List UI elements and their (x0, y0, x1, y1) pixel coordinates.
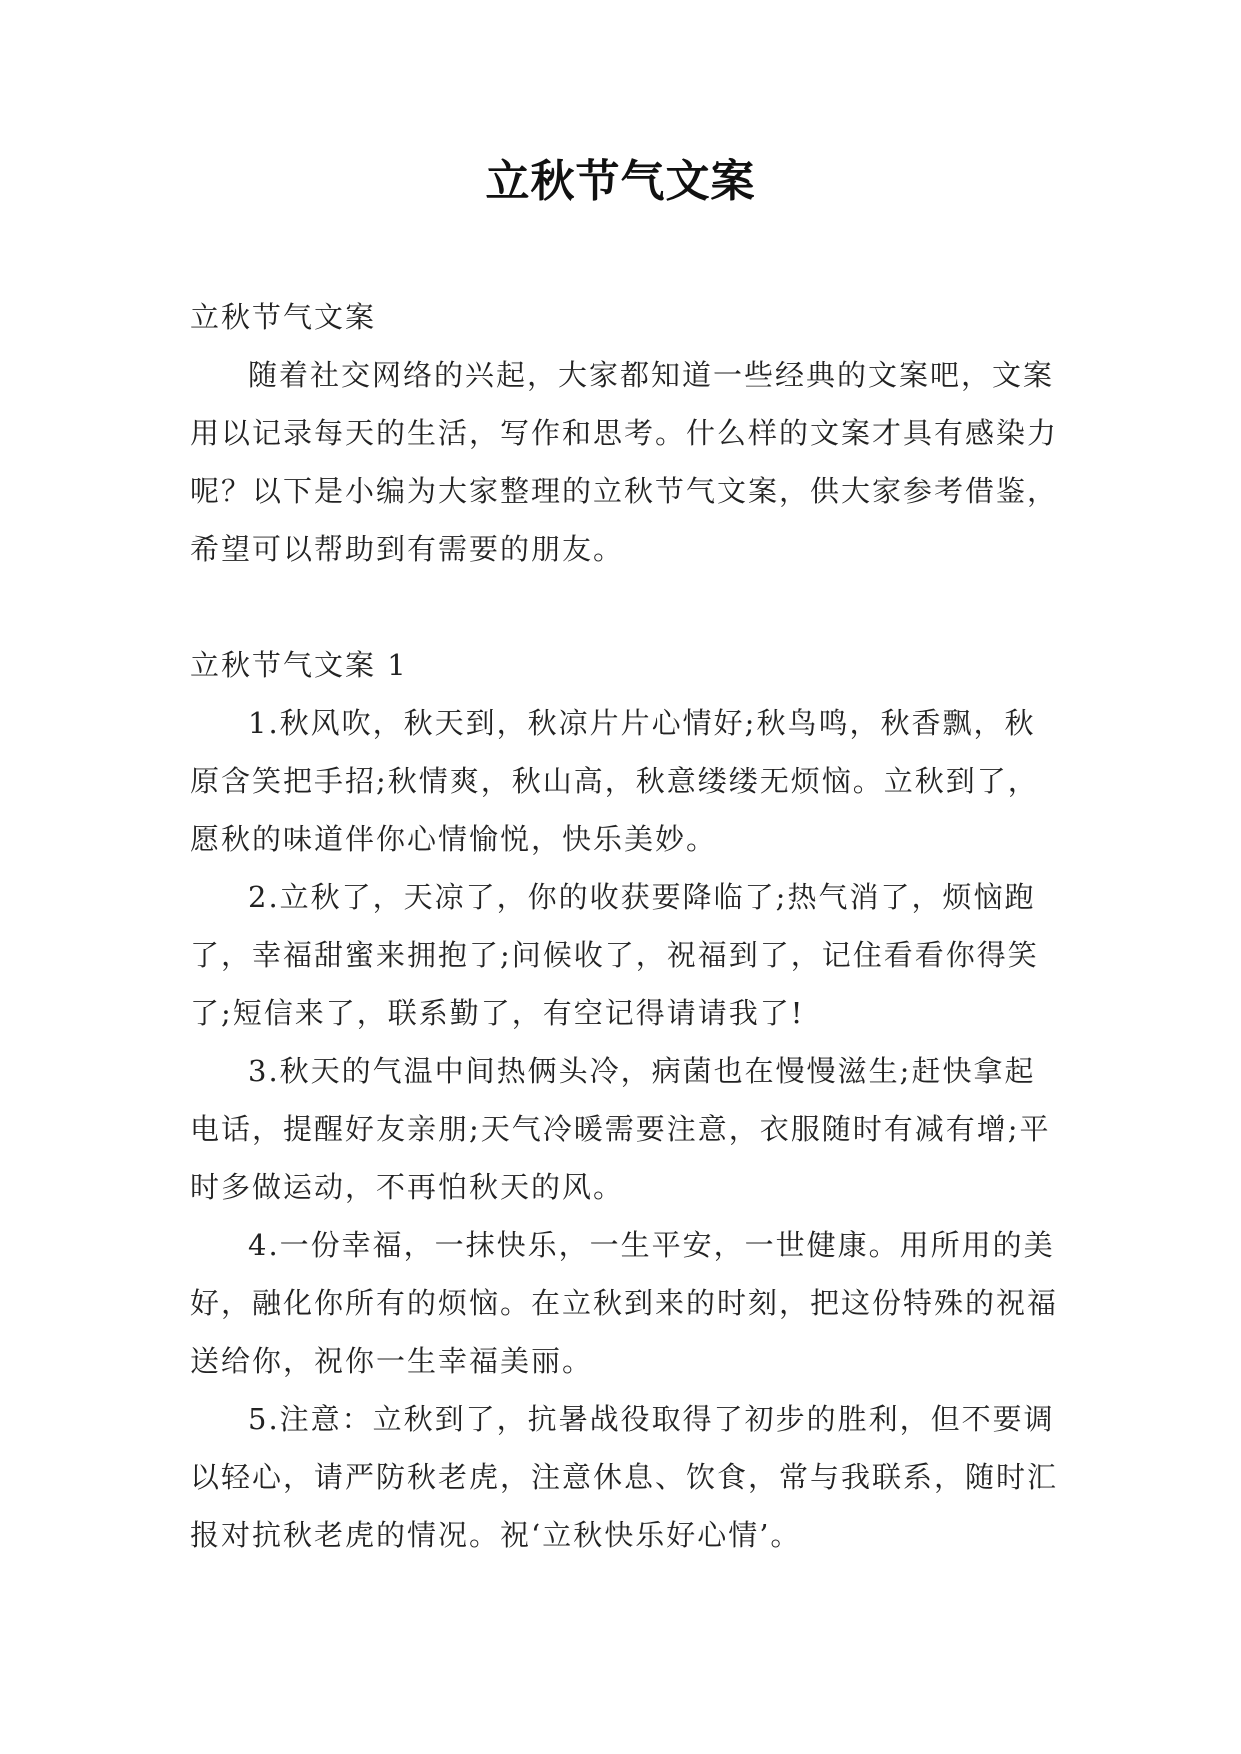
list-item: 3.秋天的气温中间热俩头冷，病菌也在慢慢滋生;赶快拿起电话，提醒好友亲朋;天气冷暖需要注意，衣服随时有减有增;平时多做运动，不再怕秋天的风。 (190, 1054, 1051, 1204)
section-heading: 立秋节气文案 1 (190, 648, 408, 682)
intro-paragraph: 随着社交网络的兴起，大家都知道一些经典的文案吧，文案用以记录每天的生活，写作和思考。什么样的文案才具有感染力呢？以下是小编为大家整理的立秋节气文案，供大家参考借鉴，希望可以帮助到有需要的朋友。 (190, 358, 1059, 566)
section-spacer (190, 578, 1062, 636)
list-item: 5.注意：立秋到了，抗暑战役取得了初步的胜利，但不要调以轻心，请严防秋老虎，注意休息、饮食，常与我联系，随时汇报对抗秋老虎的情况。祝‘立秋快乐好心情’。 (190, 1402, 1059, 1552)
list-item: 2.立秋了，天凉了，你的收获要降临了;热气消了，烦恼跑了，幸福甜蜜来拥抱了;问候收了，祝福到了，记住看看你得笑了;短信来了，联系勤了，有空记得请请我了! (190, 880, 1039, 1030)
document-body (190, 288, 1062, 1564)
list-item: 4.一份幸福，一抹快乐，一生平安，一世健康。用所用的美好，融化你所有的烦恼。在立秋到来的时刻，把这份特殊的祝福送给你，祝你一生幸福美丽。 (190, 1228, 1059, 1378)
list-item: 1.秋风吹，秋天到，秋凉片片心情好;秋鸟鸣，秋香飘，秋原含笑把手招;秋情爽，秋山高，秋意缕缕无烦恼。立秋到了，愿秋的味道伴你心情愉悦，快乐美妙。 (190, 706, 1039, 856)
page-title: 立秋节气文案 (485, 156, 756, 207)
intro-heading: 立秋节气文案 (190, 300, 377, 334)
